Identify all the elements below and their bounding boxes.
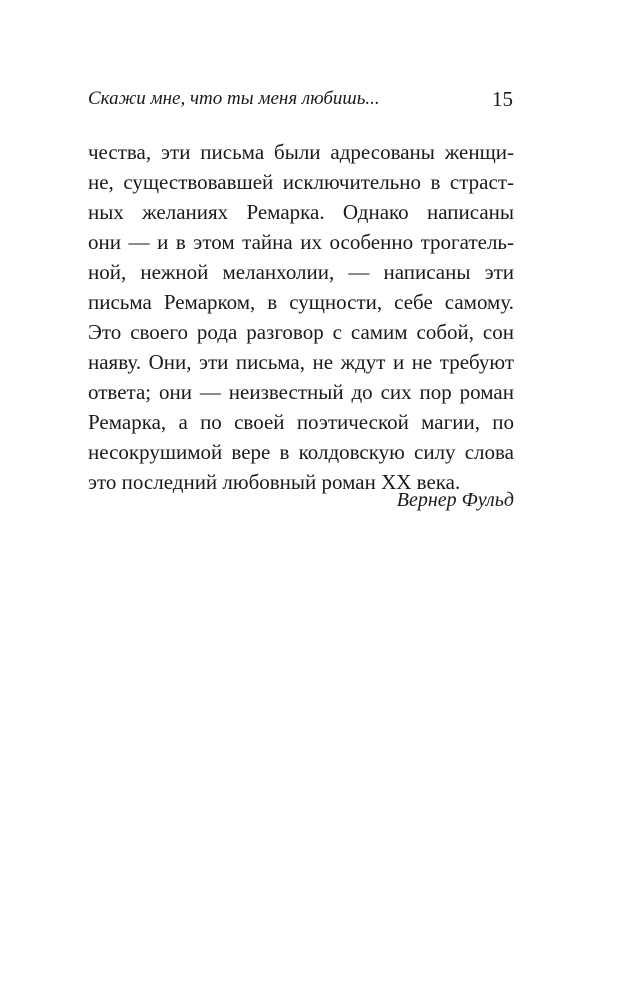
- text-line: письма Ремарком, в сущности, себе самому.: [88, 290, 514, 314]
- running-head: [88, 84, 513, 114]
- text-line-last: это последний любовный роман XX века.: [88, 470, 461, 494]
- page-number: 15: [492, 87, 513, 111]
- body-paragraph: [88, 137, 514, 497]
- running-title: Скажи мне, что ты меня любишь...: [88, 88, 380, 109]
- text-line: наяву. Они, эти письма, не ждут и не требуют: [88, 350, 514, 374]
- text-line: ответа; они — неизвестный до сих пор роман: [88, 380, 514, 404]
- text-line: ных желаниях Ремарка. Однако написаны: [88, 200, 514, 224]
- text-line: чества, эти письма были адресованы женщи-: [88, 140, 514, 164]
- author-signature: Вернер Фульд: [396, 489, 514, 511]
- text-line: не, существовавшей исключительно в страст-: [88, 170, 514, 194]
- text-line: несокрушимой вере в колдовскую силу слова: [88, 440, 514, 464]
- text-line: ной, нежной меланхолии, — написаны эти: [88, 260, 514, 284]
- text-line: Это своего рода разговор с самим собой, сон: [88, 320, 514, 344]
- text-line: они — и в этом тайна их особенно трогатель-: [88, 230, 514, 254]
- text-line: Ремарка, а по своей поэтической магии, по: [88, 410, 514, 434]
